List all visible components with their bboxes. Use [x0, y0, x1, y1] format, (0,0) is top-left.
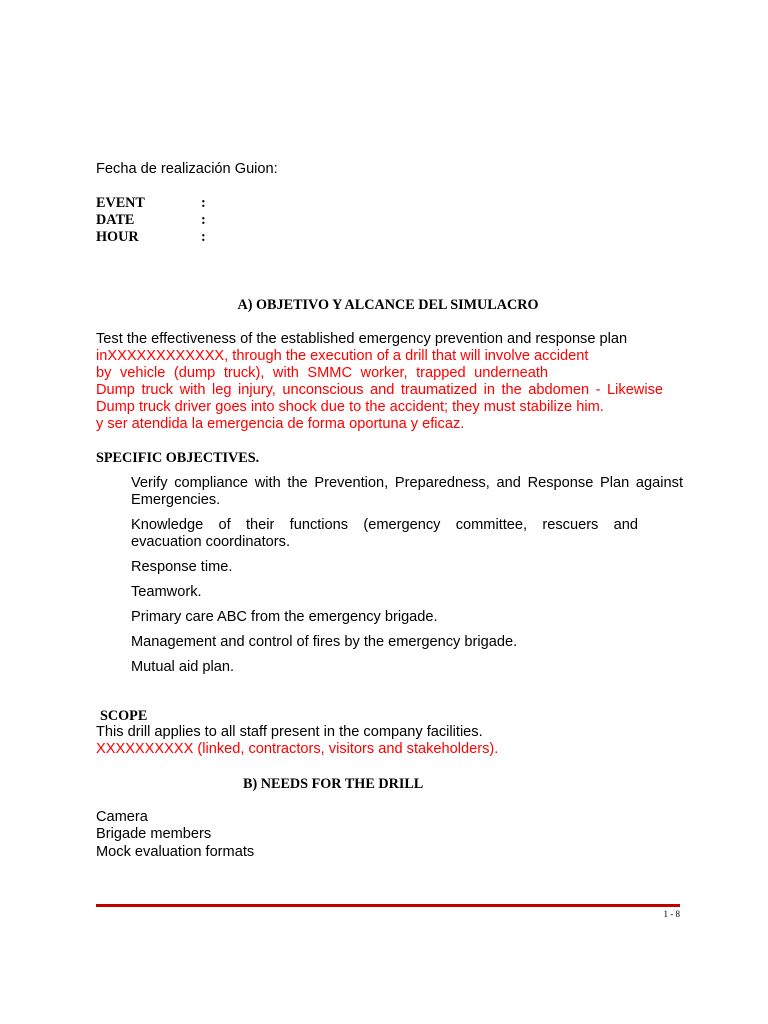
- objective-item-6: Management and control of fires by the emergency brigade.: [131, 634, 518, 650]
- section-b-title: B) NEEDS FOR THE DRILL: [243, 776, 424, 792]
- objective-red-line-1: inXXXXXXXXXXXX, through the execution of a drill that will involve accident: [96, 348, 589, 364]
- hour-label: HOUR: [96, 229, 139, 245]
- objective-intro: Test the effectiveness of the established emergency prevention and response plan: [96, 331, 628, 347]
- objective-item-7: Mutual aid plan.: [131, 659, 235, 675]
- needs-item-brigade: Brigade members: [96, 826, 212, 842]
- hour-colon: :: [201, 229, 206, 245]
- specific-objectives-title: SPECIFIC OBJECTIVES.: [96, 450, 260, 466]
- bullet-icon: [97, 611, 109, 623]
- event-label: EVENT: [96, 195, 145, 211]
- page-number: 1 - 8: [663, 909, 680, 919]
- bullet-icon: [97, 519, 109, 531]
- bullet-icon: [97, 561, 109, 573]
- bullet-icon: [97, 636, 109, 648]
- fecha-label: Fecha de realización Guion:: [96, 161, 278, 177]
- objective-item-1-cont: Emergencies.: [131, 492, 221, 508]
- objective-red-line-5: y ser atendida la emergencia de forma oportuna y eficaz.: [96, 416, 465, 432]
- date-colon: :: [201, 212, 206, 228]
- objective-item-3: Response time.: [131, 559, 233, 575]
- needs-item-camera: Camera: [96, 809, 148, 825]
- section-a-title: A) OBJETIVO Y ALCANCE DEL SIMULACRO: [237, 297, 539, 313]
- objective-item-2-cont: evacuation coordinators.: [131, 534, 291, 550]
- objective-item-4: Teamwork.: [131, 584, 202, 600]
- objective-red-line-4: Dump truck driver goes into shock due to the accident; they must stabilize him.: [96, 399, 604, 415]
- bullet-icon: [97, 477, 109, 489]
- scope-red-line: XXXXXXXXXX (linked, contractors, visitors and stakeholders).: [96, 741, 499, 757]
- event-colon: :: [201, 195, 206, 211]
- bullet-icon: [97, 661, 109, 673]
- date-label: DATE: [96, 212, 135, 228]
- scope-line: This drill applies to all staff present in the company facilities.: [96, 724, 483, 740]
- bullet-icon: [97, 586, 109, 598]
- objective-item-5: Primary care ABC from the emergency brigade.: [131, 609, 438, 625]
- scope-title: SCOPE: [100, 708, 148, 724]
- footer-rule: [96, 904, 680, 907]
- objective-red-line-3: Dump truck with leg injury, unconscious and traumatized in the abdomen - Likewise: [96, 382, 663, 398]
- objective-item-1: Verify compliance with the Prevention, Preparedness, and Response Plan against: [131, 475, 683, 491]
- objective-item-2: Knowledge of their functions (emergency committee, rescuers and: [131, 517, 638, 533]
- needs-item-formats: Mock evaluation formats: [96, 844, 255, 860]
- objective-red-line-2: by vehicle (dump truck), with SMMC worker, trapped underneath: [96, 365, 548, 381]
